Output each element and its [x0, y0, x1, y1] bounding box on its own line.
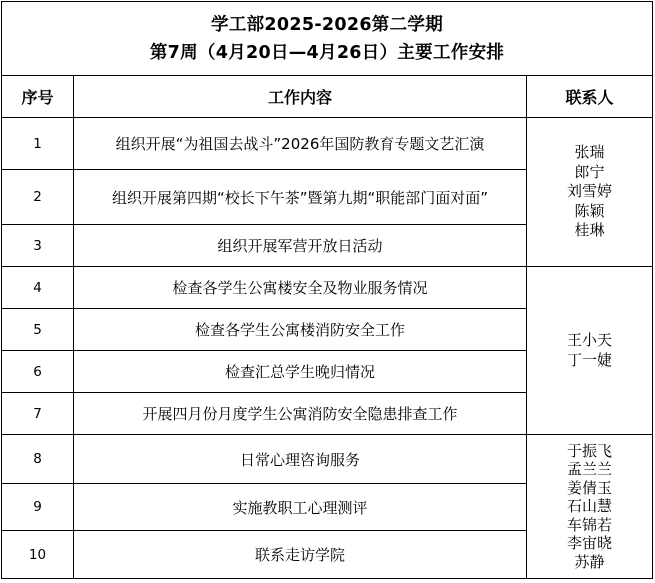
- table-row: [2, 118, 653, 170]
- contact-name: 郎宁: [574, 162, 605, 181]
- table-row: [2, 267, 653, 309]
- row-task: 实施教职工心理测评: [74, 484, 527, 531]
- table-title: [2, 2, 653, 76]
- row-number: 4: [2, 267, 74, 309]
- contact-name: 车锦若: [567, 515, 613, 534]
- schedule-table: [1, 1, 653, 579]
- contact-group-2: [527, 267, 653, 435]
- contact-name: 桂琳: [574, 221, 605, 240]
- title-line-2: 第7周（4月20日—4月26日）主要工作安排: [149, 42, 505, 63]
- title-line-1: 学工部2025-2026第二学期: [211, 14, 443, 35]
- row-task: 开展四月份月度学生公寓消防安全隐患排查工作: [74, 393, 527, 435]
- contact-name: 苏静: [574, 552, 605, 571]
- contact-group-3: [527, 435, 653, 579]
- row-number: 9: [2, 484, 74, 531]
- row-task: 组织开展“为祖国去战斗”2026年国防教育专题文艺汇演: [74, 118, 527, 170]
- contact-name: 姜倩玉: [567, 478, 613, 497]
- contact-name: 张瑞: [574, 143, 605, 162]
- row-task: 组织开展第四期“校长下午茶”暨第九期“职能部门面对面”: [74, 170, 527, 225]
- row-task: 检查各学生公寓楼消防安全工作: [74, 309, 527, 351]
- row-number: 10: [2, 531, 74, 579]
- contact-name: 李宙晓: [567, 534, 613, 553]
- contact-name: 王小天: [567, 331, 613, 349]
- contact-group-1: [527, 118, 653, 267]
- contact-name: 陈颖: [574, 201, 605, 220]
- row-task: 组织开展军营开放日活动: [74, 225, 527, 267]
- table-row: [2, 435, 653, 484]
- header-index: 序号: [2, 76, 74, 118]
- row-number: 5: [2, 309, 74, 351]
- row-number: 7: [2, 393, 74, 435]
- row-task: 日常心理咨询服务: [74, 435, 527, 484]
- contact-name: 孟兰兰: [567, 460, 613, 479]
- schedule-document: [1, 1, 653, 579]
- header-content: 工作内容: [74, 76, 527, 118]
- header-row: [2, 76, 653, 118]
- row-task: 检查各学生公寓楼安全及物业服务情况: [74, 267, 527, 309]
- header-contact: 联系人: [527, 76, 653, 118]
- row-task: 联系走访学院: [74, 531, 527, 579]
- contact-name: 石山慧: [567, 497, 613, 516]
- row-number: 1: [2, 118, 74, 170]
- contact-name: 刘雪婷: [567, 182, 613, 201]
- row-number: 2: [2, 170, 74, 225]
- contact-name: 于振飞: [567, 441, 613, 460]
- row-number: 3: [2, 225, 74, 267]
- row-number: 6: [2, 351, 74, 393]
- row-number: 8: [2, 435, 74, 484]
- row-task: 检查汇总学生晚归情况: [74, 351, 527, 393]
- contact-name: 丁一婕: [567, 350, 613, 369]
